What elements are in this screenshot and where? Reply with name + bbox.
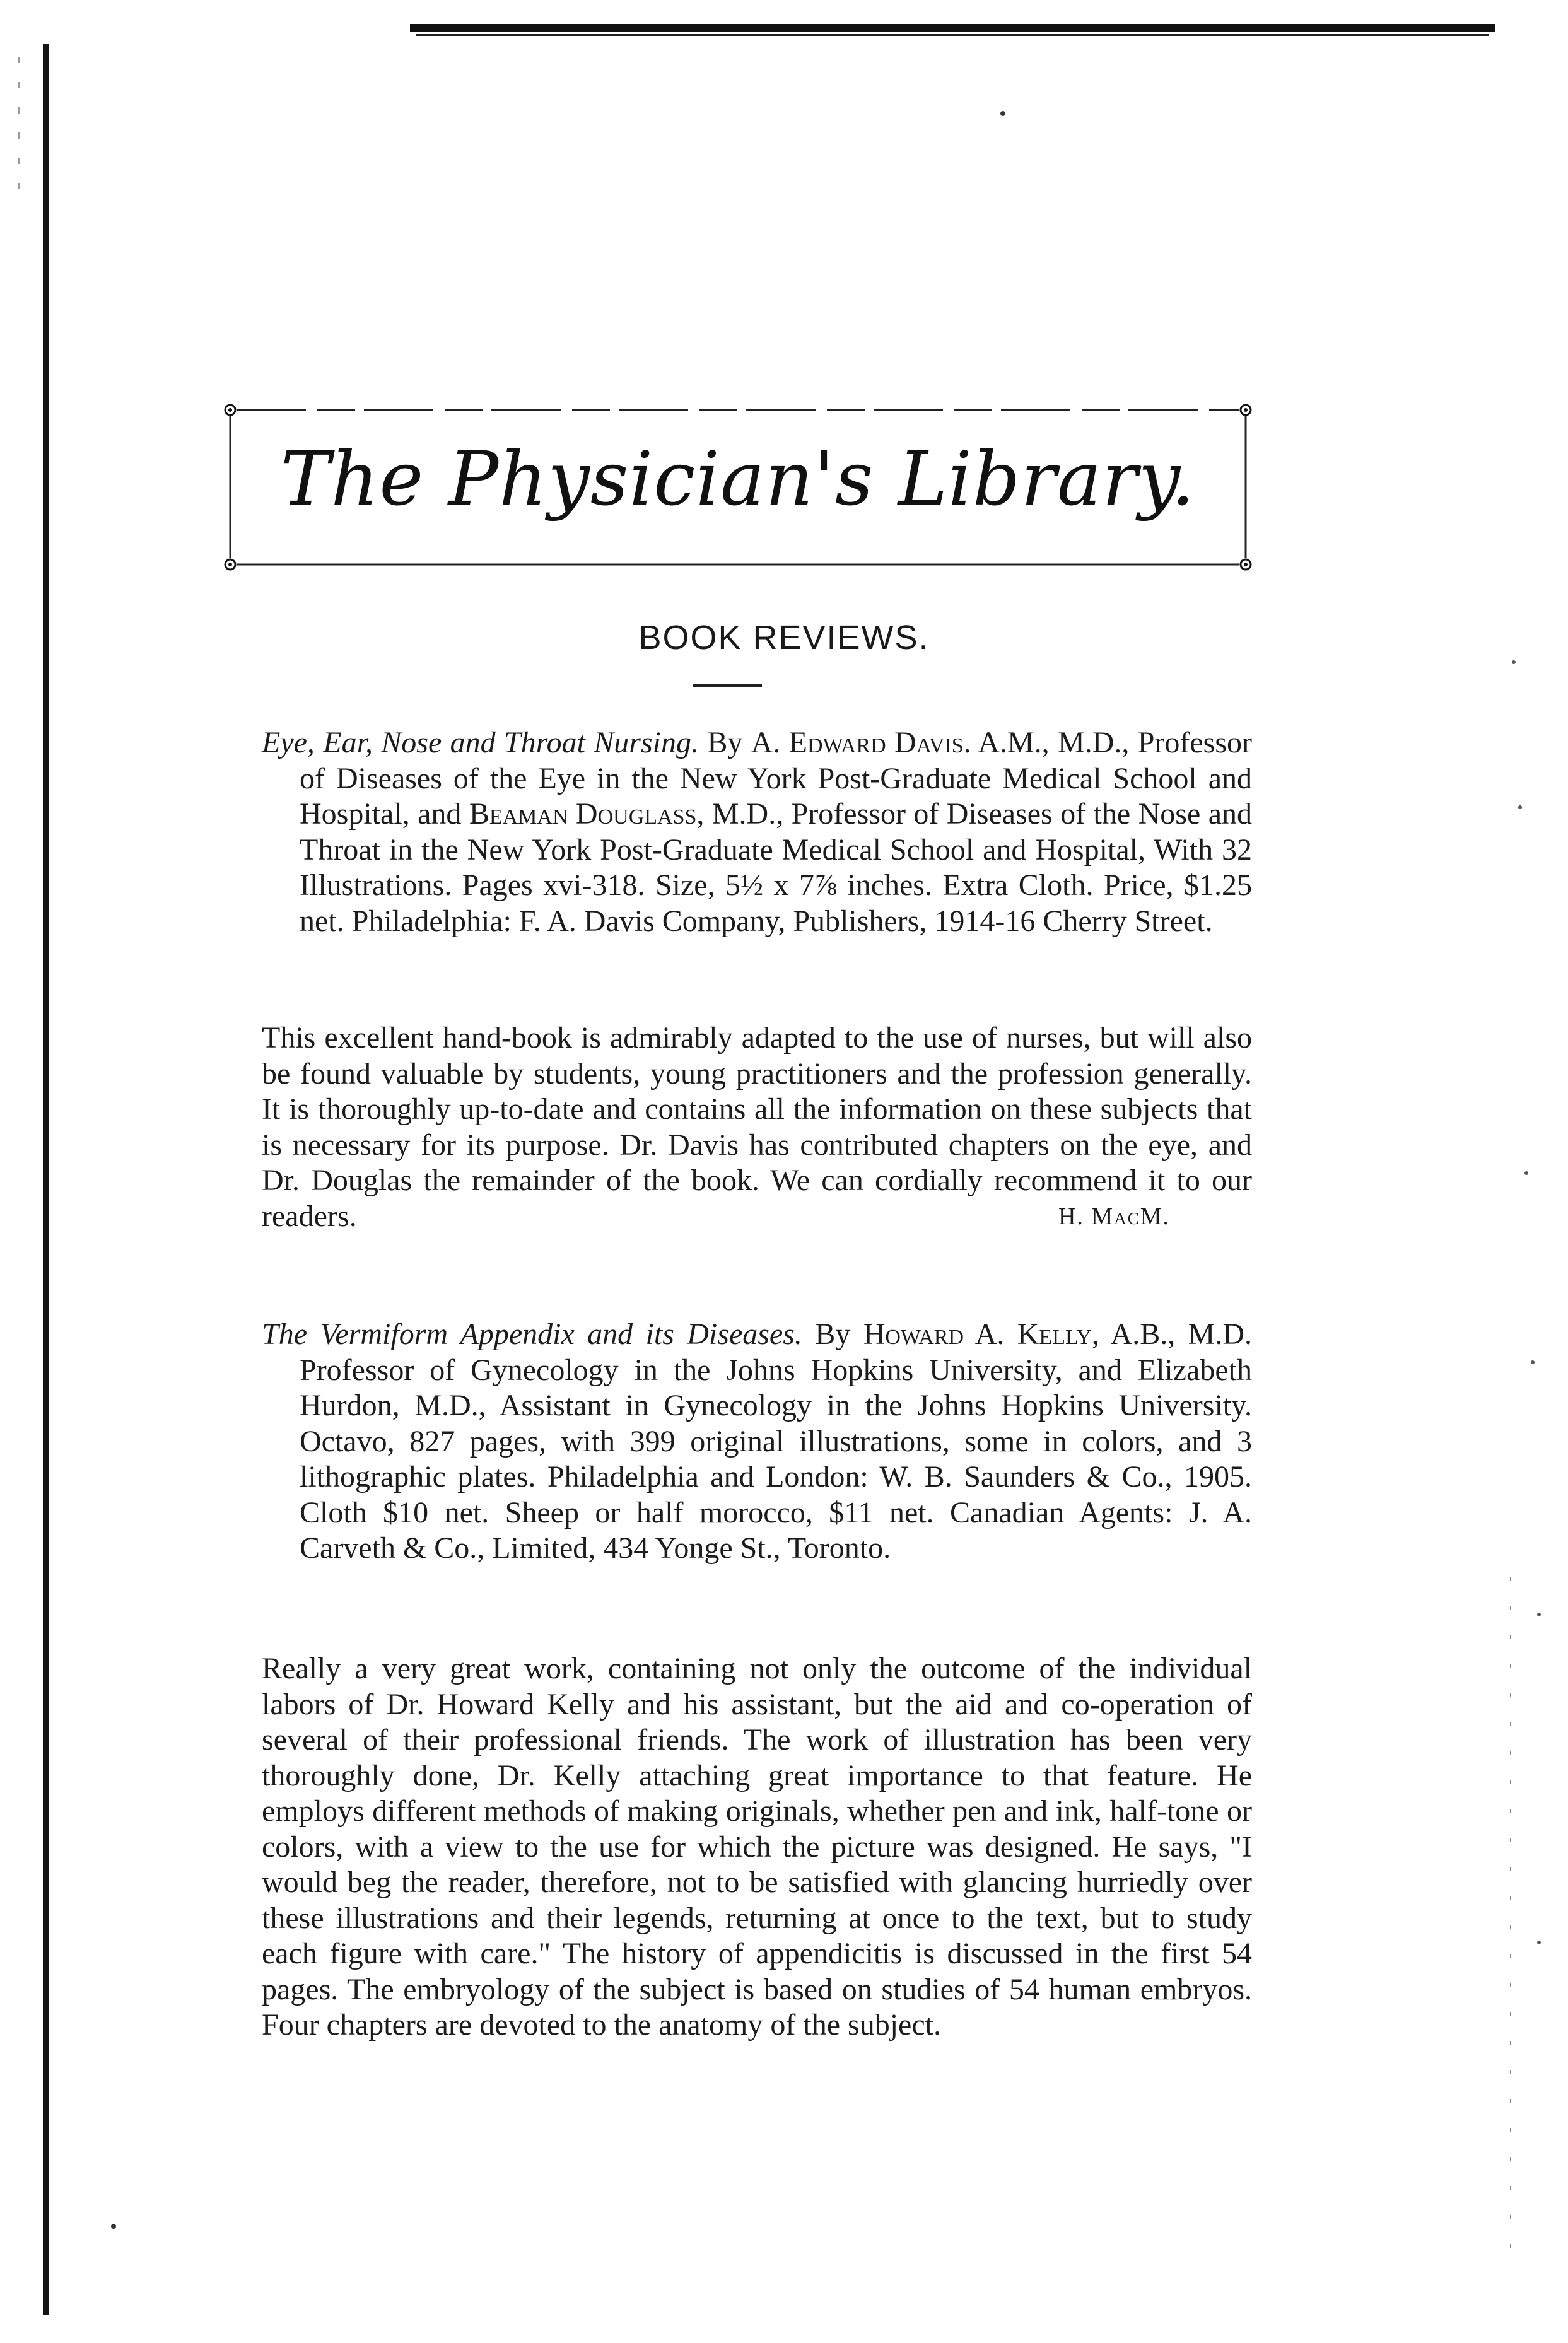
review-1-citation-part-2: M.D., Professor of Diseases of the Nose and Throat in the New York Post-Graduate Medical School and Hospital, With 32 Illustrations. Pages xvi-318. Size, 5½ x 7⅞ inches. Extra Cloth. Price, $1.25 net. Philadelphia: F. A. Davis Company, Publishers, 1914-16 Cherry Street. — [300, 797, 1253, 938]
review-1-by: By — [707, 726, 743, 759]
review-1-author-2: Beaman Douglass, — [469, 797, 705, 831]
page-title: The Physician's Library. — [280, 435, 1196, 522]
review-1-citation-part-1: A.M., M.D., Professor of Diseases of the Eye in the New York Post-Graduate Medical School and Hospital, and — [300, 726, 1253, 831]
top-border-rule — [410, 24, 1495, 32]
review-2-citation — [262, 1317, 1252, 1567]
review-1-body — [262, 1020, 1252, 1234]
review-1-book-title: Eye, Ear, Nose and Throat Nursing. — [262, 726, 699, 759]
review-1-text: This excellent hand-book is admirably adapted to the use of nurses, but will also be found valuable by students, young practitioners and the profession generally. It is thoroughly up-to-date and contains all the information on these subjects that is necessary for its purpose. Dr. Davis has contributed chapters on the eye, and Dr. Douglas the remainder of the book. We can cordially recommend it to our readers. — [262, 1021, 1252, 1233]
review-2-by: By — [815, 1318, 851, 1351]
review-1-author-1: A. Edward Davis. — [751, 726, 971, 759]
review-2-book-title: The Vermiform Appendix and its Diseases. — [262, 1318, 802, 1351]
review-1-reviewer-signature: H. MacM. — [1058, 1203, 1170, 1230]
review-2-author-1: Howard A. Kelly, — [863, 1318, 1099, 1351]
heading-rule — [693, 684, 762, 687]
review-1-citation — [262, 725, 1252, 939]
review-2-text: Really a very great work, containing not only the outcome of the individual labors of Dr. Howard Kelly and his assistant, but the aid and co-operation of several of their professional friends. The work of illustration has been very thoroughly done, Dr. Kelly attaching great importance to that feature. He employs different methods of making originals, whether pen and ink, half-tone or colors, with a view to the use for which the picture was designed. He says, "I would beg the reader, therefore, not to be satisfied with glancing hurriedly over these illustrations and their legends, returning at once to the text, but to study each figure with care." The history of appendicitis is discussed in the first 54 pages. The embryology of the subject is based on studies of 54 human embryos. Four chapters are devoted to the anatomy of the subject. — [262, 1652, 1252, 2042]
scan-margin-edge — [43, 44, 49, 2315]
top-border-rule-thin — [416, 34, 1489, 36]
review-2-body — [262, 1651, 1252, 2043]
title-frame — [224, 404, 1252, 574]
section-heading: BOOK REVIEWS. — [638, 619, 930, 657]
review-2-citation-part-1: A.B., M.D. Professor of Gynecology in the Johns Hopkins University, and Elizabeth Hurdon, M.D., Assistant in Gynecology in the Johns Hopkins University. Octavo, 827 pages, with 399 original illustrations, some in colors, and 3 lithographic plates. Philadelphia and London: W. B. Saunders & Co., 1905. Cloth $10 net. Sheep or half morocco, $11 net. Canadian Agents: J. A. Carveth & Co., Limited, 434 Yonge St., Toronto. — [300, 1318, 1253, 1565]
